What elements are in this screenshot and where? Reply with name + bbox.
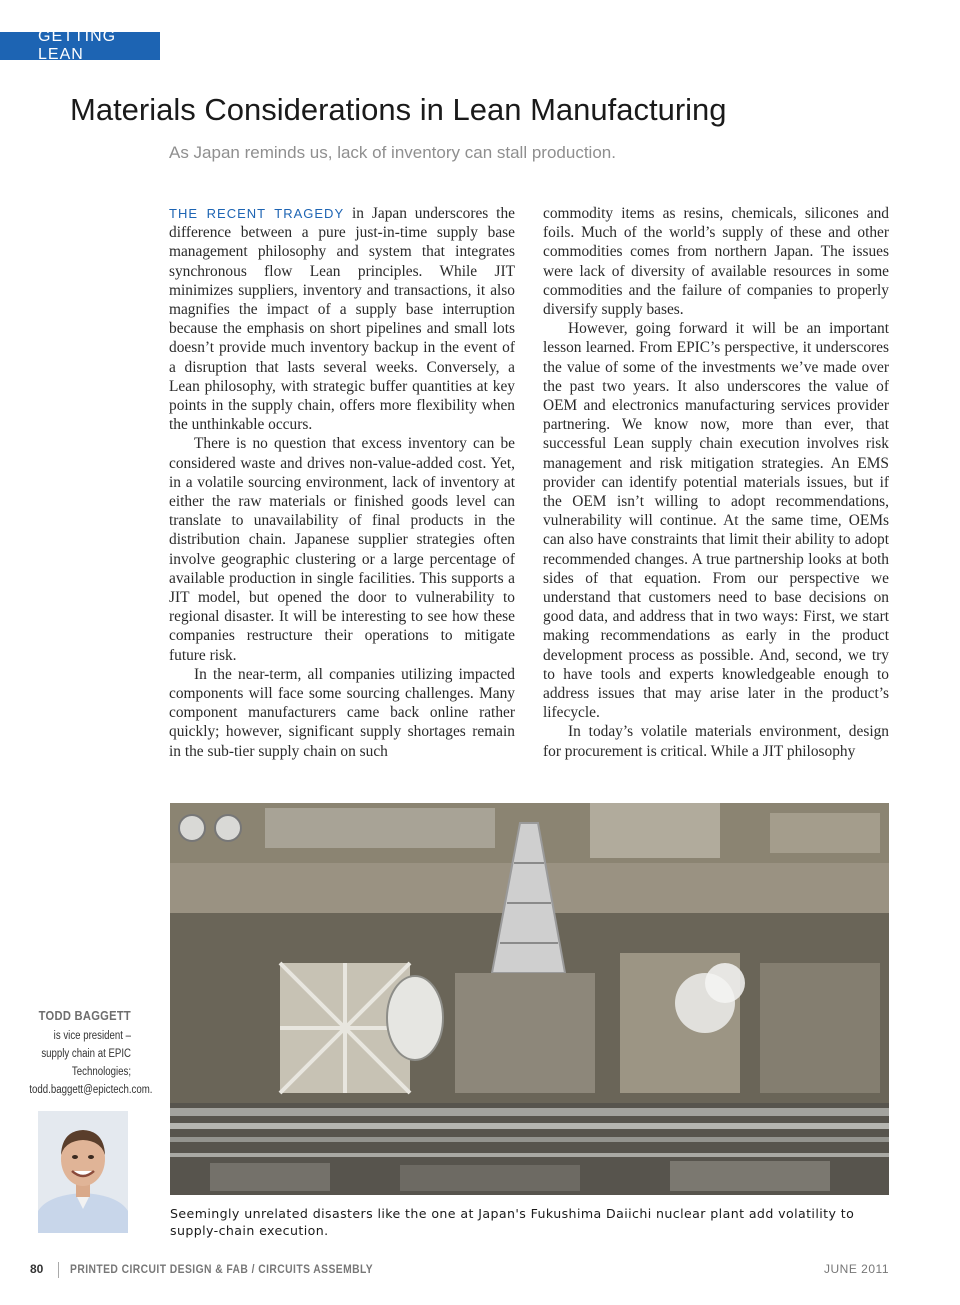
footer-divider	[58, 1262, 59, 1278]
paragraph: However, going forward it will be an important lesson learned. From EPIC’s perspective, it underscores the value of some of the investments we’ve made over the past two years. It also underscores the value of OEM and electronics manufacturing services provider partnering. We know now, more than ever, that successful Lean supply chain execution involves risk management and risk mitigation strategies. An EMS provider can identify potential materials issues, but if the OEM isn’t willing to adopt recommendations, vulnerability will continue. At the same time, OEMs can also have constraints that limit their ability to adopt recommended changes. A true partnership looks at both sides of that equation. From our perspective we understand that customers need to base decisions on good data, and address that in two ways: First, we start making recommendations as early in the product development process as possible. And, second, we try to have tools and experts knowledgeable enough to address issues that may arise later in the product’s lifecycle.	[543, 320, 889, 722]
section-tag: GETTING LEAN	[0, 32, 160, 60]
paragraph: In today’s volatile materials environment, design for procurement is critical. While a JIT philosophy	[543, 723, 889, 760]
author-box	[10, 1008, 153, 1099]
article-column-right	[543, 204, 889, 764]
author-name: TODD BAGGETT	[38, 1008, 132, 1023]
aerial-plant-photo	[170, 803, 889, 1195]
page-number: 80	[30, 1262, 44, 1276]
publication-name: PRINTED CIRCUIT DESIGN & FAB / CIRCUITS ASSEMBLY	[70, 1262, 374, 1276]
paragraph: In the near-term, all companies utilizing impacted components will face some sourcing challenges. Many component manufacturers came back online rather quickly; however, significant supply shortages remain in the sub-tier supply chain on such	[169, 665, 515, 760]
article-subtitle: As Japan reminds us, lack of inventory can stall production.	[169, 143, 616, 162]
issue-date: JUNE 2011	[824, 1262, 889, 1276]
page-footer	[0, 1262, 960, 1280]
paragraph-text: in Japan underscores the difference between a pure just-in-time supply base management philosophy and system that integrates synchronous flow Lean principles. While JIT minimizes suppliers, inventory and transactions, it also magnifies the impact of a supply base interruption because the emphasis on short pipelines and small lots doesn’t provide much inventory backup in the event of a disruption that lasts several weeks. Conversely, a Lean philosophy, with strategic buffer quantities at key points in the supply chain, offers more flexibility when the unthinkable occurs.	[169, 205, 515, 434]
article-column-left	[169, 204, 515, 764]
author-bio: is vice president – supply chain at EPIC Technologies; todd.baggett@epictech.com.	[29, 1030, 153, 1096]
photo-caption: Seemingly unrelated disasters like the one at Japan's Fukushima Daiichi nuclear plant add volatility to supply-chain execution.	[170, 1206, 855, 1238]
article-title: Materials Considerations in Lean Manufacturing	[70, 92, 727, 127]
author-headshot	[38, 1111, 128, 1233]
paragraph: commodity items as resins, chemicals, silicones and foils. Much of the world’s supply of these and other commodities comes from northern Japan. The issues were lack of diversity of available resources in some commodities and the failure of companies to properly diversify supply bases.	[543, 205, 889, 319]
paragraph: There is no question that excess inventory can be considered waste and drives non-value-added cost. Yet, in a volatile sourcing environment, lack of inventory at either the raw materials or finished goods level can translate to unavailability of final products in the distribution chain. Japanese supplier strategies often involve geographic clustering or a large percentage of available production in single facilities. This supports a JIT model, but opened the door to vulnerability to regional disaster. It will be interesting to see how these companies restructure their operations to mitigate future risk.	[169, 435, 515, 664]
paragraph	[169, 204, 515, 434]
lead-in: THE RECENT TRAGEDY	[169, 206, 345, 221]
